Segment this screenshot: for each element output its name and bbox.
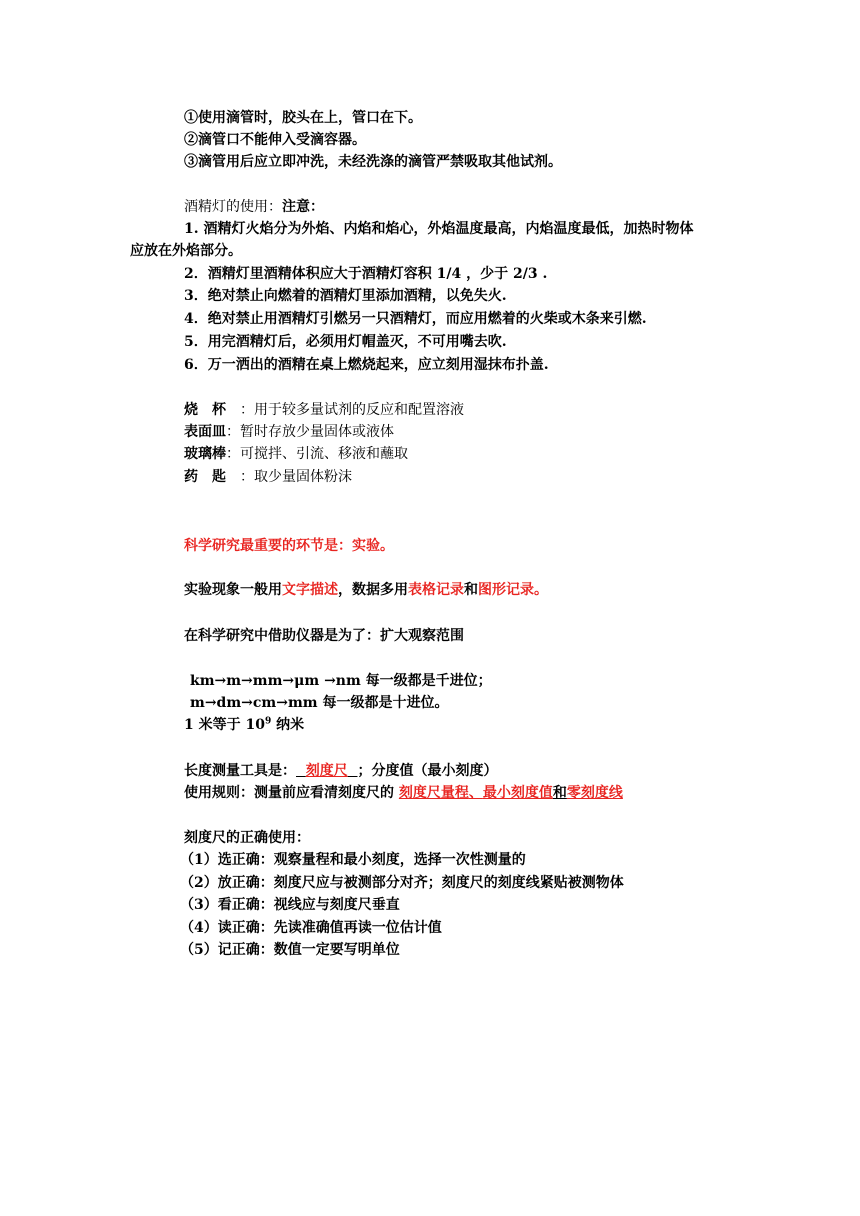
conv-exp: 9 <box>264 716 272 727</box>
lamp-point-4 <box>184 308 647 330</box>
length-rule-sep: 、 <box>468 785 483 801</box>
dropper-rule-3: ③滴管用后应立即冲洗，未经洗涤的滴管严禁吸取其他试剂。 <box>184 154 562 170</box>
tool-name: 表面皿 <box>184 424 226 440</box>
unit-chain-1-units: km→m→mm→μm →nm <box>190 673 361 689</box>
lamp-point-5-text: 用完酒精灯后，必须用灯帽盖灭，不可用嘴去吹. <box>207 334 507 350</box>
lamp-point-2-text-c: . <box>542 266 548 282</box>
length-rule-zero: 零刻度线 <box>566 785 623 801</box>
length-tool-a: 长度测量工具是： <box>184 763 296 779</box>
tool-desc: 用于较多量试剂的反应和配置溶液 <box>254 402 464 418</box>
lamp-point-3-text: 绝对禁止向燃着的酒精灯里添加酒精，以免失火. <box>207 288 507 304</box>
dropper-rule-1: ①使用滴管时，胶头在上，管口在下。 <box>184 110 422 126</box>
lamp-point-2-v2: 2/3 <box>512 266 538 282</box>
tool-colon: ： <box>240 469 254 485</box>
length-rule-and: 和 <box>552 785 567 801</box>
conv-c: 纳米 <box>271 717 305 733</box>
tool-colon: ： <box>226 424 240 440</box>
dropper-rule-2: ②滴管口不能伸入受滴容器。 <box>184 132 366 148</box>
tool-row <box>184 443 408 465</box>
lamp-point-1-text-a: 酒精灯火焰分为外焰、内焰和焰心，外焰温度最高，内焰温度最低，加热时物体 <box>203 221 694 237</box>
length-tool-blank-l <box>296 763 306 779</box>
lamp-point-3-num: 3． <box>184 288 208 304</box>
unit-conversion <box>184 714 304 736</box>
lamp-heading <box>184 196 324 218</box>
tool-colon: ： <box>226 446 240 462</box>
lamp-point-4-text: 绝对禁止用酒精灯引燃另一只酒精灯，而应用燃着的火柴或木条来引燃. <box>207 311 647 327</box>
lamp-point-5-num: 5． <box>184 334 208 350</box>
tool-name-char-1: 烧 <box>184 402 198 418</box>
lamp-heading-text: 酒精灯的使用： <box>184 199 282 215</box>
science-key-step: 科学研究最重要的环节是：实验。 <box>184 538 394 554</box>
ruler-step: （2）放正确：刻度尺应与被测部分对齐；刻度尺的刻度线紧贴被测物体 <box>180 875 624 891</box>
tool-name <box>184 399 240 421</box>
lamp-point-2 <box>184 263 547 285</box>
ruler-step: （5）记正确：数值一定要写明单位 <box>180 942 400 958</box>
length-rule-min: 最小刻度值 <box>482 785 553 801</box>
lamp-point-1-cont: 应放在外焰部分。 <box>130 243 242 259</box>
tool-desc: 暂时存放少量固体或液体 <box>240 424 394 440</box>
lamp-point-6-text: 万一洒出的酒精在桌上燃烧起来，应立刻用湿抹布扑盖. <box>207 357 549 373</box>
unit-chain-1 <box>190 670 492 692</box>
ruler-step: （1）选正确：观察量程和最小刻度，选择一次性测量的 <box>180 852 526 868</box>
unit-chain-2 <box>190 692 448 714</box>
unit-chain-2-note: 每一级都是十进位。 <box>317 695 449 711</box>
unit-chain-1-note: 每一级都是千进位； <box>360 673 492 689</box>
lamp-point-2-text-a: 酒精灯里酒精体积应大于酒精灯容积 <box>207 266 432 282</box>
ruler-step: （4）读正确：先读准确值再读一位估计值 <box>180 920 442 936</box>
rec-text-b: ，数据多用 <box>338 582 408 598</box>
tool-row <box>184 421 394 443</box>
rec-graph: 图形记录。 <box>478 582 548 598</box>
ruler-heading: 刻度尺的正确使用： <box>184 830 310 846</box>
length-rule <box>184 782 623 804</box>
conv-b: 米等于 <box>193 717 246 733</box>
lamp-point-5 <box>184 331 507 353</box>
tool-desc: 可搅拌、引流、移液和蘸取 <box>240 446 408 462</box>
length-rule-a: 使用规则：测量前应看清刻度尺的 <box>184 785 399 801</box>
rec-text-a: 实验现象一般用 <box>184 582 282 598</box>
tool-name: 玻璃棒 <box>184 446 226 462</box>
rec-text-desc: 文字描述 <box>282 582 338 598</box>
tool-name-char-2: 杯 <box>212 402 226 418</box>
rec-table: 表格记录 <box>408 582 464 598</box>
conv-a: 1 <box>184 717 194 733</box>
lamp-point-6 <box>184 354 549 376</box>
lamp-point-1-num: 1. <box>184 221 199 237</box>
lamp-point-2-text-b: ，少于 <box>466 266 509 282</box>
lamp-point-6-num: 6． <box>184 357 208 373</box>
conv-base: 10 <box>245 717 265 733</box>
tool-name-char-2: 匙 <box>212 469 226 485</box>
length-rule-range: 刻度尺量程 <box>398 785 469 801</box>
ruler-step: （3）看正确：视线应与刻度尺垂直 <box>180 897 400 913</box>
tool-row <box>184 466 352 488</box>
lamp-point-1 <box>184 218 694 240</box>
science-instrument: 在科学研究中借助仪器是为了：扩大观察范围 <box>184 628 464 644</box>
lamp-point-2-num: 2． <box>184 266 208 282</box>
lamp-heading-note: 注意： <box>282 199 324 215</box>
tool-name-char-1: 药 <box>184 469 198 485</box>
rec-and: 和 <box>464 582 478 598</box>
length-tool <box>184 760 498 782</box>
science-recording <box>184 579 548 601</box>
tool-row <box>184 399 464 421</box>
lamp-point-3 <box>184 285 507 307</box>
tool-colon: ： <box>240 402 254 418</box>
length-tool-blank-r <box>348 763 358 779</box>
lamp-point-4-num: 4． <box>184 311 208 327</box>
length-tool-name: 刻度尺 <box>305 763 348 779</box>
lamp-point-2-v1: 1/4 <box>436 266 462 282</box>
tool-desc: 取少量固体粉沫 <box>254 469 352 485</box>
length-tool-b: ；分度值（最小刻度） <box>357 763 498 779</box>
unit-chain-2-units: m→dm→cm→mm <box>190 695 318 711</box>
tool-name <box>184 466 240 488</box>
